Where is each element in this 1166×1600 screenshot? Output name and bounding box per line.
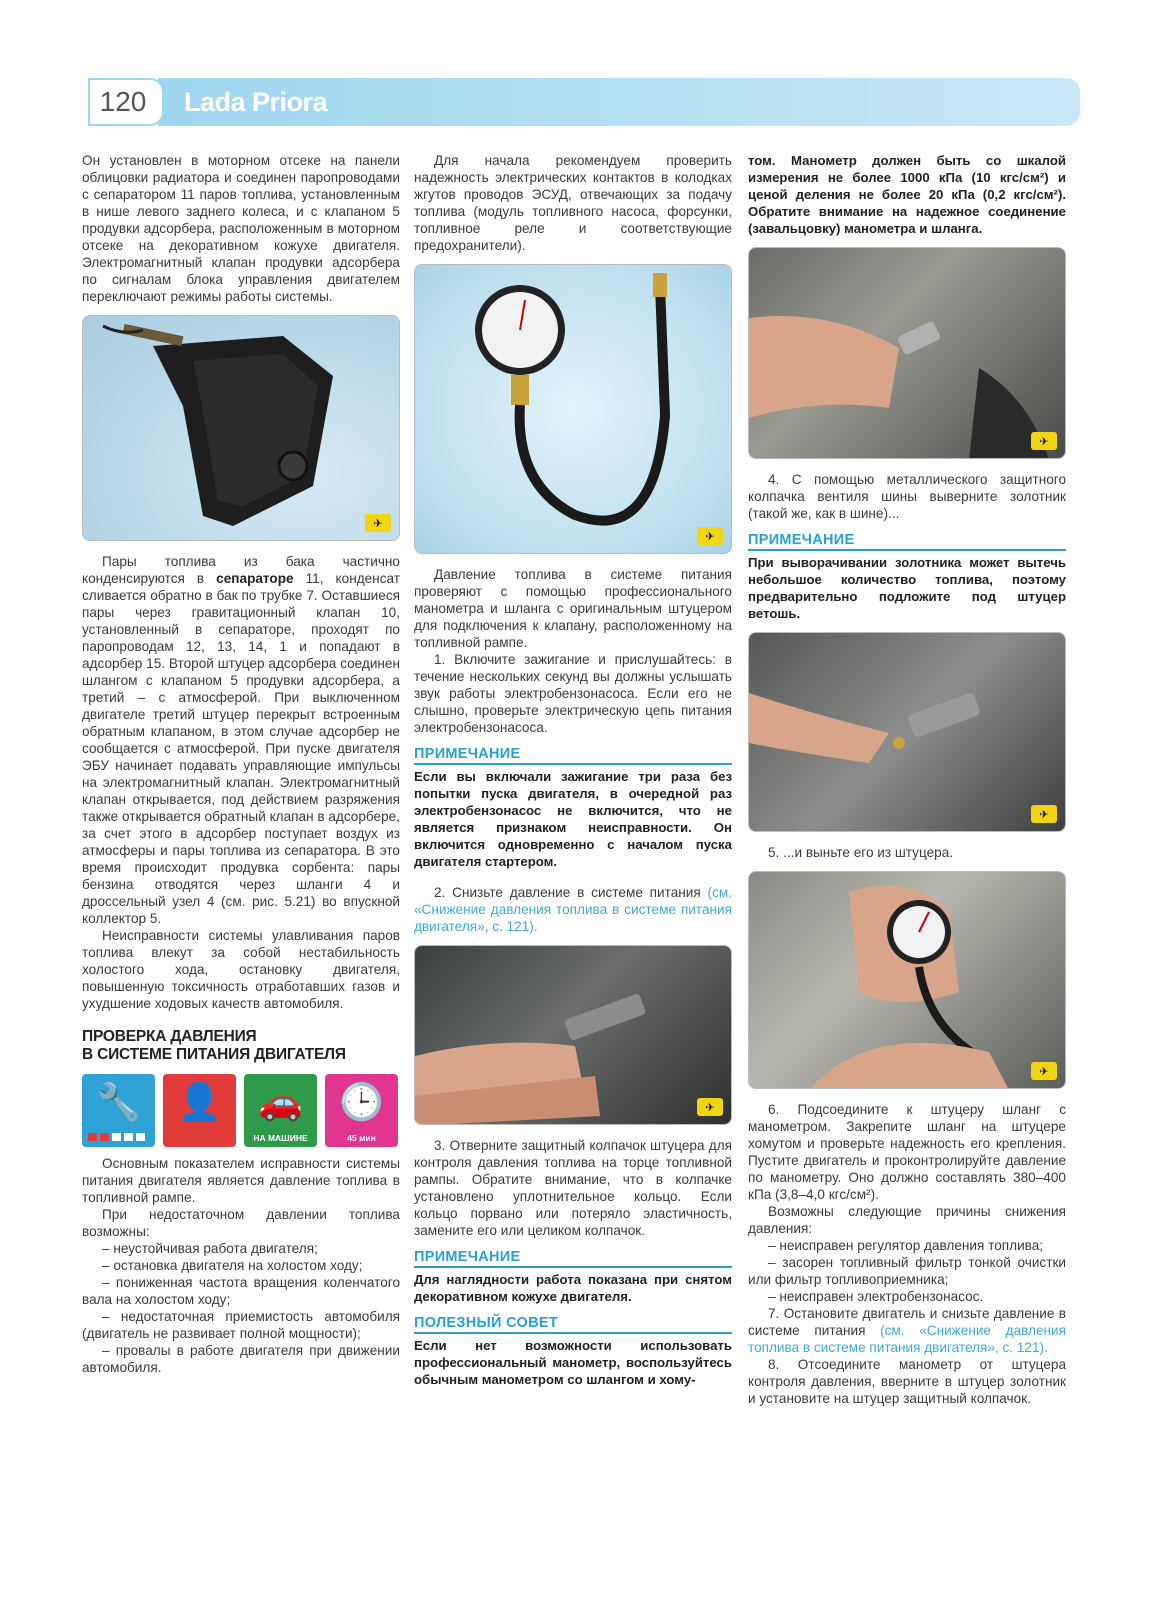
- difficulty-bar: [88, 1133, 145, 1141]
- col1-paragraph-1: Он установлен в моторном отсеке на панели облицовки радиатора и соединен паропроводами с сепаратором 11 паров топлива, установленным в нише левого заднего колеса, и с клапаном 5 продувки адсорбера, расположенным в моторном отсеке на декоративном кожухе двигателя. Электромагнитный клапан продувки адсорбера по сигналам блока управления двигателем переключают режимы работы системы.: [82, 153, 400, 304]
- col2-paragraph-3: 1. Включите зажигание и прислушайтесь: в течение нескольких секунд вы должны услышать звук работы электробензонасоса. Если его не слышно, проверьте электрическую цепь питания электробензонасоса.: [414, 652, 732, 735]
- wrench-icon: 🔧: [82, 1074, 155, 1147]
- car-logo-icon: ✈: [365, 514, 391, 532]
- column-3: [748, 152, 1066, 1407]
- col2-paragraph-2: Давление топлива в системе питания проверяют с помощью профессионального манометра и шланга с оригинальным штуцером для подключения к клапану, расположенному на топливной рампе.: [414, 567, 732, 650]
- photo-valve-core: [748, 632, 1066, 832]
- fuel-rail-illustration: [415, 946, 732, 1125]
- list-item: – пониженная частота вращения коленчатого вала на холостом ходу;: [82, 1275, 400, 1307]
- photo-fuel-rail-cap: [414, 945, 732, 1125]
- car-logo-icon: ✈: [697, 1098, 723, 1116]
- page-header: [88, 78, 1080, 126]
- tip-heading: ПОЛЕЗНЫЙ СОВЕТ: [414, 1315, 732, 1334]
- list-item: – неисправен регулятор давления топлива;: [768, 1238, 1044, 1253]
- note-heading: ПРИМЕЧАНИЕ: [414, 746, 732, 765]
- col3-paragraph-3: 5. ...и выньте его из штуцера.: [768, 845, 954, 860]
- col1-list: [82, 1240, 400, 1376]
- col1-paragraph-3: Неисправности системы улавливания паров топлива влекут за собой нестабильность холостого хода, остановку двигателя, повышенную токсичность отработавших газов и ухудшение ходовых качеств автомобиля.: [82, 928, 400, 1011]
- note-text: Если вы включали зажигание три раза без попытки пуска двигателя, в очередной раз электробензонасос не включится, что не является признаком неисправности. Он включится одновременно с началом пуска двигателя стартером.: [414, 769, 732, 869]
- list-item: – остановка двигателя на холостом ходу;: [102, 1258, 363, 1273]
- gauge-connected-illustration: [749, 872, 1066, 1089]
- car-logo-icon: ✈: [697, 527, 723, 545]
- car-logo-icon: ✈: [1031, 1062, 1057, 1080]
- list-item: – засорен топливный фильтр тонкой очистки или фильтр топливоприемника;: [748, 1255, 1066, 1287]
- valve-removal-illustration: [749, 248, 1066, 459]
- col3-paragraph-4: 6. Подсоедините к штуцеру шланг с манометром. Закрепите шланг на штуцере хомутом и проверьте надежность его крепления. Пустите двигатель и проконтролируйте давление по манометру. Оно должно составлять 380–400 кПа (3,8–4,0 кгс/см²).: [748, 1102, 1066, 1202]
- note-heading: ПРИМЕЧАНИЕ: [748, 532, 1066, 551]
- list-item: – неисправен электробензонасос.: [768, 1289, 984, 1304]
- clock-icon: 🕒 45 мин: [325, 1074, 398, 1147]
- car-icon-caption: НА МАШИНЕ: [253, 1133, 308, 1143]
- col3-paragraph-7: 8. Отсоедините манометр от штуцера контроля давления, вверните в штуцер золотник и установите на штуцер защитный колпачок.: [748, 1357, 1066, 1406]
- col1-paragraph-4: Основным показателем исправности системы питания двигателя является давление топлива в топливной рампе.: [82, 1156, 400, 1205]
- column-2: [414, 152, 732, 1388]
- col3-paragraph-6: 7. Остановите двигатель и снизьте давление в системе питания (см. «Снижение давления топлива в системе питания двигателя», с. 121).: [748, 1306, 1066, 1355]
- car-icon: 🚗 НА МАШИНЕ: [244, 1074, 317, 1147]
- tip-text: Если нет возможности использовать профессиональный манометр, воспользуйтесь обычным манометром со шлангом и хому-: [414, 1338, 732, 1387]
- col1-paragraph-2: Пары топлива из бака частично конденсируются в сепараторе 11, конденсат сливается обратно в бак по трубке 7. Оставшиеся пары через гравитационный клапан 10, установленный в сепараторе, проходят по паропроводам 12, 13, 14, 1 и попадают в адсорбер 15. Второй штуцер адсорбера соединен шлангом с клапаном 5 продувки адсорбера, а третий – с атмосферой. При выключенном двигателе третий штуцер перекрыт встроенным обратным клапаном, в этом случае адсорбер не сообщается с атмосферой. При пуске двигателя ЭБУ начинает подавать управляющие импульсы на электромагнитный клапан. Электромагнитный клапан открывается, под действием разряжения также открывается обратный клапан в адсорбере, за счет этого в адсорбер поступает воздух из атмосферы и пары топлива из сепаратора. В это время происходит продувка сорбента: пары бензина отводятся через шланги 4 и дроссельный узел 4 (см. рис. 5.21) во впускной коллектор 5.: [82, 554, 401, 926]
- col3-paragraph-1: том. Манометр должен быть со шкалой измерения не более 1000 кПа (10 кгс/см²) и ценой деления не более 20 кПа (0,2 кгс/см²). Обратите внимание на надежное соединение (завальцовку) манометра и шланга.: [748, 153, 1066, 236]
- adsorber-illustration: [83, 316, 400, 541]
- column-1: [82, 152, 400, 1376]
- book-title: Lada Priora: [184, 87, 328, 117]
- photo-adsorber: [82, 315, 400, 541]
- list-item: – недостаточная приемистость автомобиля (двигатель не развивает полной мощности);: [82, 1309, 400, 1341]
- cross-reference-link[interactable]: (см. «Снижение давления топлива в системе питания двигателя», с. 121).: [748, 1323, 1066, 1355]
- clock-icon-caption: 45 мин: [347, 1133, 376, 1143]
- col3-list: [748, 1237, 1066, 1305]
- info-icons: [82, 1074, 400, 1147]
- col3-paragraph-2: 4. С помощью металлического защитного колпачка вентиля шины выверните золотник (такой же, как в шине)...: [748, 472, 1066, 521]
- note-heading: ПРИМЕЧАНИЕ: [414, 1249, 732, 1268]
- note-text: Для наглядности работа показана при снятом декоративном кожухе двигателя.: [414, 1272, 732, 1304]
- col2-paragraph-4: 2. Снизьте давление в системе питания (см. «Снижение давления топлива в системе питания двигателя», с. 121).: [414, 885, 732, 934]
- car-logo-icon: ✈: [1031, 805, 1057, 823]
- page-number: 120: [99, 86, 147, 117]
- list-item: – провалы в работе двигателя при движении автомобиля.: [82, 1343, 400, 1375]
- photo-valve-removal: [748, 247, 1066, 459]
- photo-gauge-connected: [748, 871, 1066, 1089]
- photo-pressure-gauge: [414, 264, 732, 554]
- col2-paragraph-1: Для начала рекомендуем проверить надежность электрических контактов в колодках жгутов проводов ЭСУД, отвечающих за подачу топлива (модуль топливного насоса, форсунки, топливное реле и соответствующие предохранители).: [414, 153, 732, 253]
- list-item: – неустойчивая работа двигателя;: [102, 1241, 318, 1256]
- car-logo-icon: ✈: [1031, 432, 1057, 450]
- col1-paragraph-5: При недостаточном давлении топлива возможны:: [82, 1207, 400, 1239]
- note-text: При выворачивании золотника может вытечь небольшое количество топлива, поэтому предварительно подложите под штуцер ветошь.: [748, 555, 1066, 621]
- gauge-illustration: [415, 265, 732, 554]
- col3-paragraph-5: Возможны следующие причины снижения давления:: [748, 1204, 1066, 1236]
- col2-paragraph-5: 3. Отверните защитный колпачок штуцера для контроля давления топлива на торце топливной рампы. Обратите внимание, что в колпачке установлено уплотнительное кольцо. Если кольцо порвано или потеряло эластичность, замените его или целиком колпачок.: [414, 1138, 732, 1238]
- cross-reference-link[interactable]: (см. «Снижение давления топлива в системе питания двигателя», с. 121).: [414, 885, 732, 934]
- valve-core-illustration: [749, 633, 1066, 832]
- section-title: ПРОВЕРКА ДАВЛЕНИЯ В СИСТЕМЕ ПИТАНИЯ ДВИГАТЕЛЯ: [82, 1028, 346, 1063]
- person-icon: 👤: [163, 1074, 236, 1147]
